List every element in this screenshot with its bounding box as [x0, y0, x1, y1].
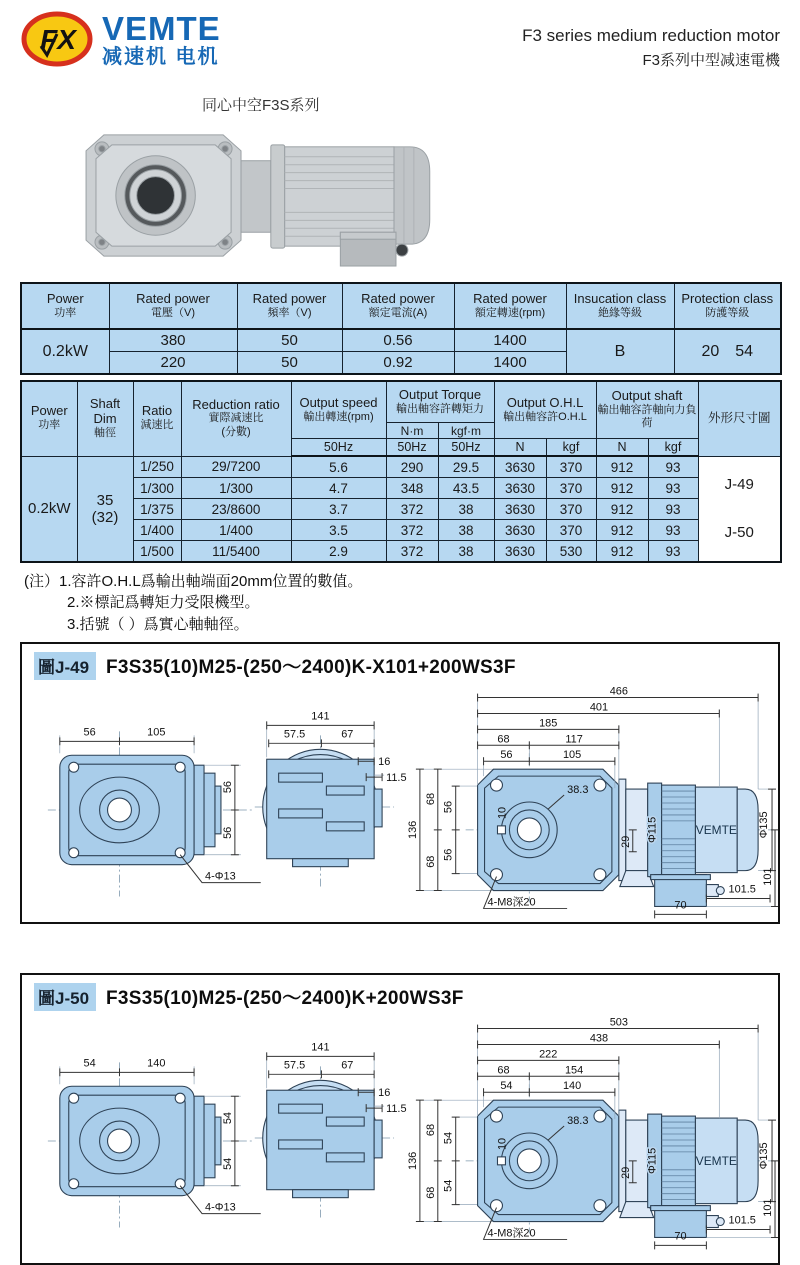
hole-callout-label: 4-Φ13 [205, 870, 236, 883]
dim-label: 56 [442, 800, 455, 813]
cell: 372 [386, 499, 438, 520]
dim-label: 54 [500, 1080, 513, 1093]
dim-label: 29 [619, 835, 632, 848]
dim-label: 105 [147, 726, 166, 739]
product-photo [44, 119, 780, 274]
dim-label: 10 [496, 1137, 509, 1150]
subheader: 50Hz [438, 439, 494, 457]
cell: 3630 [494, 478, 546, 499]
dim-label: 29 [619, 1166, 632, 1179]
col-header-kgfm: kgf·m [438, 423, 494, 439]
figure-model-code: F3S35(10)M25-(250～2400)K+200WS3F [106, 988, 464, 1010]
brand-logo [20, 10, 221, 68]
dim-label: 185 [539, 717, 558, 730]
brand-name: VEMTE [102, 9, 221, 47]
dim-label: 16 [378, 756, 391, 769]
dim-label: 54 [221, 1157, 234, 1170]
cell: 3630 [494, 541, 546, 563]
front-view [48, 1057, 261, 1227]
col-header-figure: 外形尺寸圖 [698, 381, 781, 456]
cell: 1/500 [133, 541, 181, 563]
cell: 348 [386, 478, 438, 499]
dim-label: Φ115 [646, 816, 659, 843]
cell: 4.7 [291, 478, 386, 499]
figure-ref: J-49 [724, 476, 754, 494]
figure-model-code: F3S35(10)M25-(250～2400)K-X101+200WS3F [106, 657, 516, 679]
dim-label: 68 [424, 1186, 437, 1199]
cell-protection: 20 54 [674, 329, 781, 374]
page-header [20, 10, 780, 88]
col-header-output-shaft: Output shaft 輸出軸容許軸向力負荷 [596, 381, 698, 439]
subheader: N [494, 439, 546, 457]
dim-label: 68 [424, 1123, 437, 1136]
figure-panel-j50 [20, 973, 780, 1265]
cell: 1/300 [181, 478, 291, 499]
cell: 370 [546, 499, 596, 520]
dim-label: 54 [442, 1179, 455, 1192]
gearmotor-photo [44, 119, 442, 269]
dim-label: 38.3 [567, 1114, 589, 1127]
figure-title-row [22, 649, 778, 685]
page-title-en: F3 series medium reduction motor [522, 26, 780, 45]
page-title-cn: F3系列中型减速電機 [642, 52, 780, 69]
col-header-frequency: Rated power 頻率（V) [237, 283, 342, 329]
cell: 43.5 [438, 478, 494, 499]
notes [24, 571, 780, 635]
subheader: N [596, 439, 648, 457]
col-header-output-ohl: Output O.H.L 輸出軸容許O.H.L [494, 381, 596, 439]
performance-table [20, 380, 782, 563]
col-header-shaft-dim: Shaft Dim 軸徑 [77, 381, 133, 456]
cell: 1400 [454, 329, 566, 352]
cell: 50 [237, 329, 342, 352]
logo-mark [20, 10, 94, 68]
brand-subtitle: 减速机 电机 [102, 45, 220, 68]
side-view [255, 1041, 407, 1217]
hole-callout-label: 4-M8深20 [487, 1227, 536, 1240]
cell: 1/250 [133, 456, 181, 478]
hole-callout-label: 4-M8深20 [487, 896, 536, 909]
col-header-ratio: Ratio 減速比 [133, 381, 181, 456]
cell: 912 [596, 478, 648, 499]
dim-label: 70 [674, 1230, 687, 1243]
figure-panel-j49 [20, 642, 780, 924]
col-header-output-speed: Output speed 輸出轉速(rpm) [291, 381, 386, 439]
cell: 38 [438, 520, 494, 541]
cell: 0.92 [342, 352, 454, 375]
col-header-output-torque: Output Torque 輸出軸容許轉矩力 [386, 381, 494, 423]
dim-label: 67 [341, 728, 354, 741]
dim-label: 141 [311, 710, 330, 723]
cell: 93 [648, 520, 698, 541]
dim-label: Φ135 [758, 1142, 771, 1170]
cell: 370 [546, 478, 596, 499]
front-view [48, 726, 261, 896]
dim-label: 141 [311, 1041, 330, 1054]
dimension-drawing [22, 685, 778, 920]
cell: 29/7200 [181, 456, 291, 478]
dim-label: 56 [442, 848, 455, 861]
dim-label: 68 [424, 792, 437, 805]
cell-power: 0.2kW [21, 329, 109, 374]
col-header-voltage: Rated power 電壓（V) [109, 283, 237, 329]
cell: 3.5 [291, 520, 386, 541]
cell-figure-refs [698, 456, 781, 562]
series-label: 同心中空F3S系列 [202, 97, 320, 114]
subheader: 50Hz [386, 439, 438, 457]
dim-label: 140 [147, 1057, 166, 1070]
subheader: kgf [546, 439, 596, 457]
dim-label: 503 [609, 1016, 628, 1029]
dim-label: 466 [609, 685, 628, 698]
cell: 1/400 [133, 520, 181, 541]
cell: 3630 [494, 456, 546, 478]
dim-label: 11.5 [386, 772, 407, 785]
cell-insulation: B [566, 329, 674, 374]
dim-label: 70 [674, 899, 687, 912]
dim-label: 136 [406, 1151, 419, 1170]
note-line-2: 2.※標記爲轉矩力受限機型。 [67, 594, 260, 612]
dim-label: 101.5 [728, 1214, 756, 1227]
dim-label: 68 [497, 733, 510, 746]
dim-label: 101.5 [728, 883, 756, 896]
cell: 912 [596, 520, 648, 541]
cell: 1400 [454, 352, 566, 375]
dim-label: Φ135 [758, 811, 771, 839]
subheader: 50Hz [291, 439, 386, 457]
note-line-1: (注）1.容許O.H.L爲輸出軸端面20mm位置的數值。 [24, 573, 363, 590]
cell: 3630 [494, 520, 546, 541]
cell: 370 [546, 520, 596, 541]
cell: 50 [237, 352, 342, 375]
cell: 1/300 [133, 478, 181, 499]
cell: 2.9 [291, 541, 386, 563]
cell: 29.5 [438, 456, 494, 478]
cell: 38 [438, 541, 494, 563]
dim-label: 117 [565, 733, 583, 746]
dim-label: 11.5 [386, 1103, 407, 1116]
cell: 912 [596, 499, 648, 520]
dim-label: 38.3 [567, 783, 589, 796]
cell: 0.56 [342, 329, 454, 352]
cell: 5.6 [291, 456, 386, 478]
col-header-speed: Rated power 額定轉速(rpm) [454, 283, 566, 329]
logo-monogram: FX [40, 24, 76, 55]
dim-label: 154 [564, 1064, 584, 1077]
cell: 1/375 [133, 499, 181, 520]
cell: 370 [546, 456, 596, 478]
motor-brand-label: VEMTE [695, 1153, 737, 1168]
cell: 372 [386, 520, 438, 541]
dim-label: Φ115 [646, 1147, 659, 1174]
dim-label: 68 [497, 1064, 510, 1077]
cell: 93 [648, 541, 698, 563]
col-header-protection: Protection class 防護等級 [674, 283, 781, 329]
cell: 220 [109, 352, 237, 375]
cell: 912 [596, 541, 648, 563]
figure-title-row [22, 980, 778, 1016]
dim-label: 54 [83, 1057, 96, 1070]
col-header-current: Rated power 額定電流(A) [342, 283, 454, 329]
col-header-insulation: Insucation class 絶緣等級 [566, 283, 674, 329]
dimension-drawing [22, 1016, 778, 1251]
dim-label: 56 [500, 749, 513, 762]
cell: 290 [386, 456, 438, 478]
dim-label: 57.5 [283, 728, 306, 741]
motor-brand-label: VEMTE [695, 822, 737, 837]
dim-label: 222 [539, 1048, 558, 1061]
technical-drawing-j50 [22, 1016, 778, 1251]
side-view [255, 710, 407, 886]
col-header-power: Power 功率 [21, 381, 77, 456]
dim-label: 54 [442, 1131, 455, 1144]
cell: 38 [438, 499, 494, 520]
dim-label: 54 [221, 1111, 234, 1125]
dim-label: 401 [589, 701, 609, 714]
technical-drawing-j49 [22, 685, 778, 920]
figure-badge: 圖J-49 [34, 652, 96, 680]
cell: 380 [109, 329, 237, 352]
col-header-reduction-ratio: Reduction ratio 實際减速比 (分數) [181, 381, 291, 456]
dim-label: 56 [83, 726, 96, 739]
subheader: kgf [648, 439, 698, 457]
rating-table [20, 282, 782, 375]
cell-shaft-dim: 35 (32) [77, 456, 133, 562]
hole-callout-label: 4-Φ13 [205, 1201, 236, 1214]
cell: 3.7 [291, 499, 386, 520]
figure-badge: 圖J-50 [34, 983, 96, 1011]
dim-label: 68 [424, 855, 437, 868]
cell: 93 [648, 456, 698, 478]
dim-label: 438 [589, 1032, 609, 1045]
cell: 912 [596, 456, 648, 478]
figure-ref: J-50 [724, 524, 754, 542]
cell: 1/400 [181, 520, 291, 541]
dim-label: 105 [562, 749, 582, 762]
cell: 372 [386, 541, 438, 563]
assembly-view [407, 1016, 778, 1249]
dim-label: 67 [341, 1059, 354, 1072]
cell-power: 0.2kW [21, 456, 77, 562]
cell: 3630 [494, 499, 546, 520]
dim-label: 140 [562, 1080, 582, 1093]
assembly-view [407, 685, 778, 918]
dim-label: 56 [221, 780, 234, 794]
note-line-3: 3.括號（ ）爲實心軸軸徑。 [67, 615, 249, 633]
dim-label: 136 [406, 820, 419, 839]
cell: 23/8600 [181, 499, 291, 520]
col-header-power: Power 功率 [21, 283, 109, 329]
dim-label: 16 [378, 1087, 391, 1100]
cell: 93 [648, 478, 698, 499]
dim-label: 56 [221, 826, 234, 839]
cell: 93 [648, 499, 698, 520]
col-header-nm: N·m [386, 423, 438, 439]
cell: 530 [546, 541, 596, 563]
dim-label: 101 [762, 867, 775, 886]
dim-label: 57.5 [283, 1059, 306, 1072]
dim-label: 10 [496, 806, 509, 819]
dim-label: 101 [762, 1198, 775, 1217]
cell: 11/5400 [181, 541, 291, 563]
